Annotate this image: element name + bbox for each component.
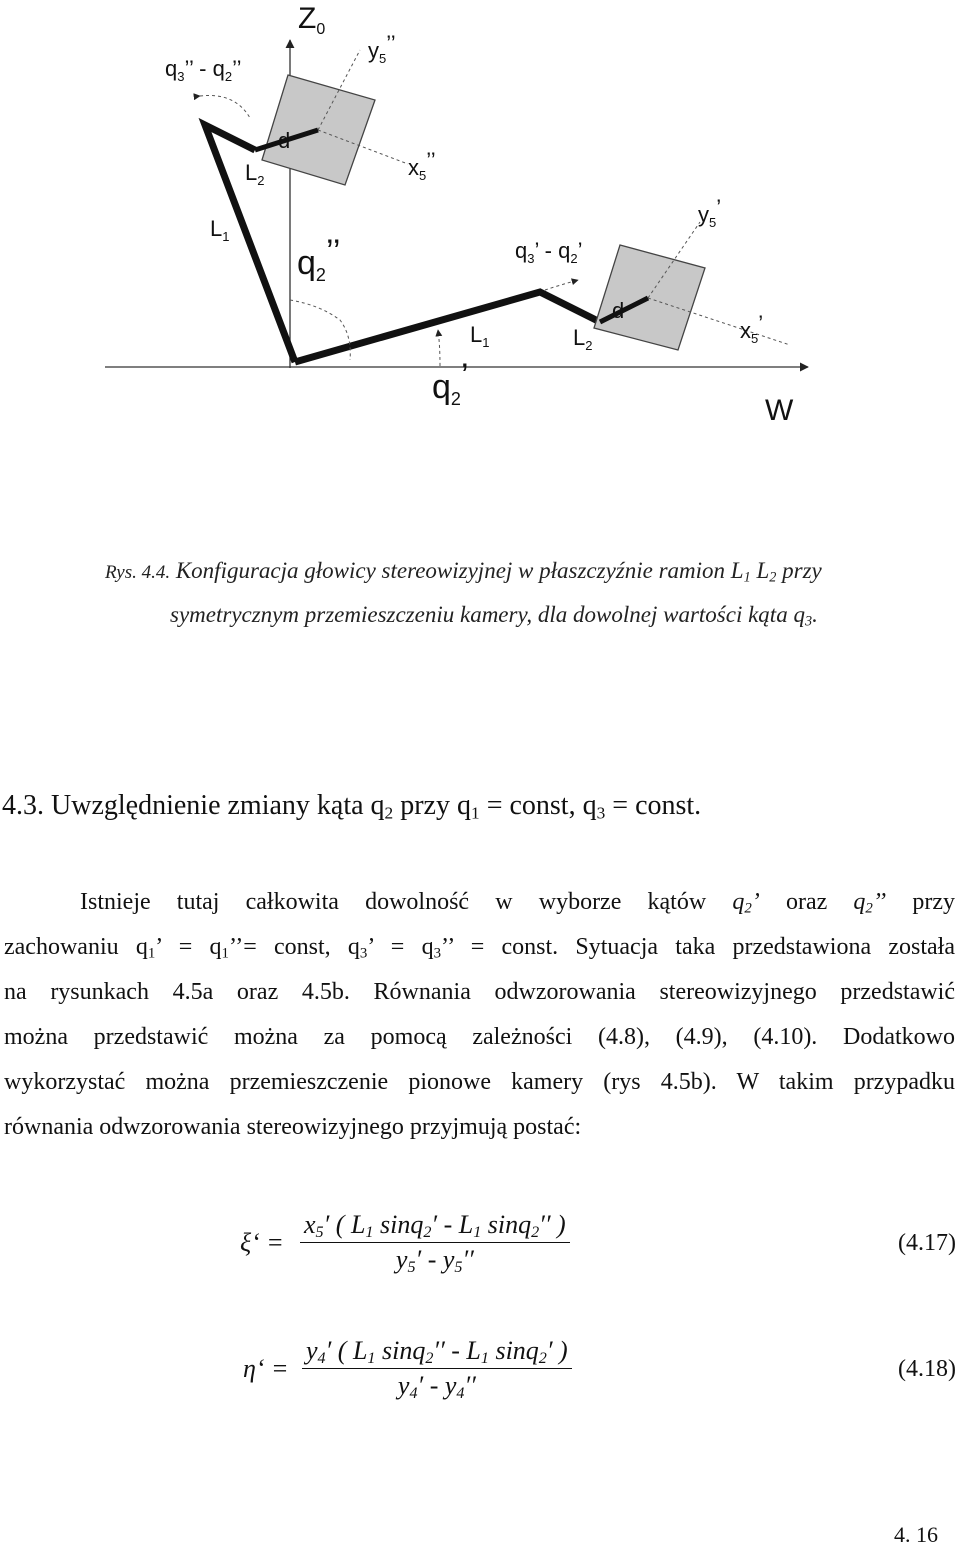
equation-part: 4 — [317, 1350, 326, 1368]
equation-part: ′′ — [462, 1245, 474, 1274]
L2-bottom-label: $L_2$ — [573, 325, 593, 353]
para-line-4: można przedstawić można za pomocą zależności (4.8), (4.9), (4.10). Dodatkowo — [4, 1024, 955, 1050]
equation-part: 1 — [365, 1224, 374, 1242]
equation-part: 2 — [531, 1224, 540, 1242]
body-paragraph — [4, 880, 955, 1150]
equation-4-18-lhs: η‘ = — [243, 1354, 289, 1383]
equation-part: ′′ - L — [433, 1336, 481, 1365]
equation-part: ′ - y — [417, 1371, 457, 1400]
z0-label: $Z_0$ — [298, 2, 326, 38]
equation-part: 1 — [473, 1224, 482, 1242]
equation-part: 5 — [454, 1259, 463, 1277]
equation-part: ′ ( L — [325, 1336, 368, 1365]
L1-bottom-label: $L_1$ — [470, 322, 490, 350]
equation-part: 1 — [480, 1350, 489, 1368]
y5pp-label: $y_5$’’ — [368, 31, 396, 66]
equation-part: ′′ ) — [539, 1210, 566, 1239]
section-heading: 4.3. Uwzględnienie zmiany kąta $q_2$ przy $q_1$ = const, $q_3$ = const. — [2, 790, 702, 823]
equation-part: 4 — [409, 1385, 418, 1403]
equation-4-17-numerator — [300, 1210, 570, 1243]
q2pp-label: $q_2$’’ — [297, 233, 341, 285]
equation-part: x — [304, 1210, 316, 1239]
equation-part: 4 — [456, 1385, 465, 1403]
equation-part: ′ ) — [546, 1336, 568, 1365]
equation-part: sinq — [373, 1210, 424, 1239]
equation-4-17-denominator — [300, 1243, 570, 1275]
page-number: 4. 16 — [894, 1522, 938, 1547]
equation-4-18-fraction — [302, 1336, 572, 1401]
equation-part: y — [395, 1245, 408, 1274]
q3p-q2p-label: $q_3$’ - $q_2$’ — [515, 238, 583, 266]
x5pp-label: $x_5$’’ — [408, 148, 436, 183]
equation-4-17-number: (4.17) — [898, 1230, 956, 1256]
equation-part: sinq — [375, 1336, 426, 1365]
equation-4-18-numerator — [302, 1336, 572, 1369]
d-top-label: d — [278, 128, 291, 153]
equation-part: ′ ( L — [323, 1210, 366, 1239]
para-line-3: na rysunkach 4.5a oraz 4.5b. Równania odwzorowania stereowizyjnego przedstawić — [4, 979, 955, 1005]
L1-top-label: $L_1$ — [210, 216, 230, 244]
d-bottom-label: d — [612, 298, 625, 323]
caption-line-2: symetrycznym przemieszczeniu kamery, dla dowolnej wartości kąta $q_3$. — [170, 602, 818, 630]
equation-part: 2 — [423, 1224, 432, 1242]
para-line-6: równania odwzorowania stereowizyjnego przyjmują postać: — [4, 1114, 582, 1140]
equation-part: ′ - y — [415, 1245, 455, 1274]
equation-part: y — [397, 1371, 410, 1400]
caption-line-1: Rys. 4.4. Konfiguracja głowicy stereowizyjnej w płaszczyźnie ramion $L_1$ $L_2$ przy — [105, 558, 822, 586]
kinematic-diagram — [0, 0, 960, 440]
q2p-arc — [438, 330, 440, 366]
q3pp-q2pp-label: $q_3$’’ - $q_2$’’ — [165, 56, 242, 84]
equation-part: 2 — [538, 1350, 547, 1368]
equation-part: 1 — [367, 1350, 376, 1368]
equation-part: 5 — [315, 1224, 324, 1242]
equation-4-18-denominator — [302, 1369, 572, 1401]
W-label: W — [765, 394, 794, 427]
caption-prefix: Rys. 4.4. — [105, 562, 171, 583]
q3p-q2p-arc — [545, 280, 578, 290]
equation-4-17-fraction — [300, 1210, 570, 1275]
equation-part: 2 — [425, 1350, 434, 1368]
para-line-1: Istnieje tutaj całkowita dowolność w wyborze kątów $q_2$’ oraz $q_2$’’ przy — [80, 889, 955, 917]
x5p-label: $x_5$’ — [740, 311, 764, 346]
equation-part: ′′ — [464, 1371, 476, 1400]
para-line-2: zachowaniu $q_1$’ = $q_1’’=$ const, $q_3$’ = $q_3$’’ = const. Sytuacja taka przedstawiona została — [4, 934, 955, 962]
y5p-label: $y_5$’ — [698, 195, 722, 230]
bottom-camera-square — [594, 245, 705, 350]
L2-top-label: $L_2$ — [245, 160, 265, 188]
q2p-label: $q_2$’ — [432, 357, 469, 409]
equation-part: y — [306, 1336, 318, 1365]
q3pp-q2pp-arc — [200, 95, 250, 118]
equation-part: sinq — [481, 1210, 532, 1239]
equation-part: ′ - L — [431, 1210, 474, 1239]
para-line-5: wykorzystać można przemieszczenie pionowe kamery (rys 4.5b). W takim przypadku — [4, 1069, 955, 1095]
equation-4-17-lhs: ξ‘ = — [240, 1228, 284, 1257]
equation-part: 5 — [407, 1259, 416, 1277]
figure-caption — [0, 550, 960, 636]
equation-part: sinq — [488, 1336, 539, 1365]
equation-4-18-number: (4.18) — [898, 1356, 956, 1382]
